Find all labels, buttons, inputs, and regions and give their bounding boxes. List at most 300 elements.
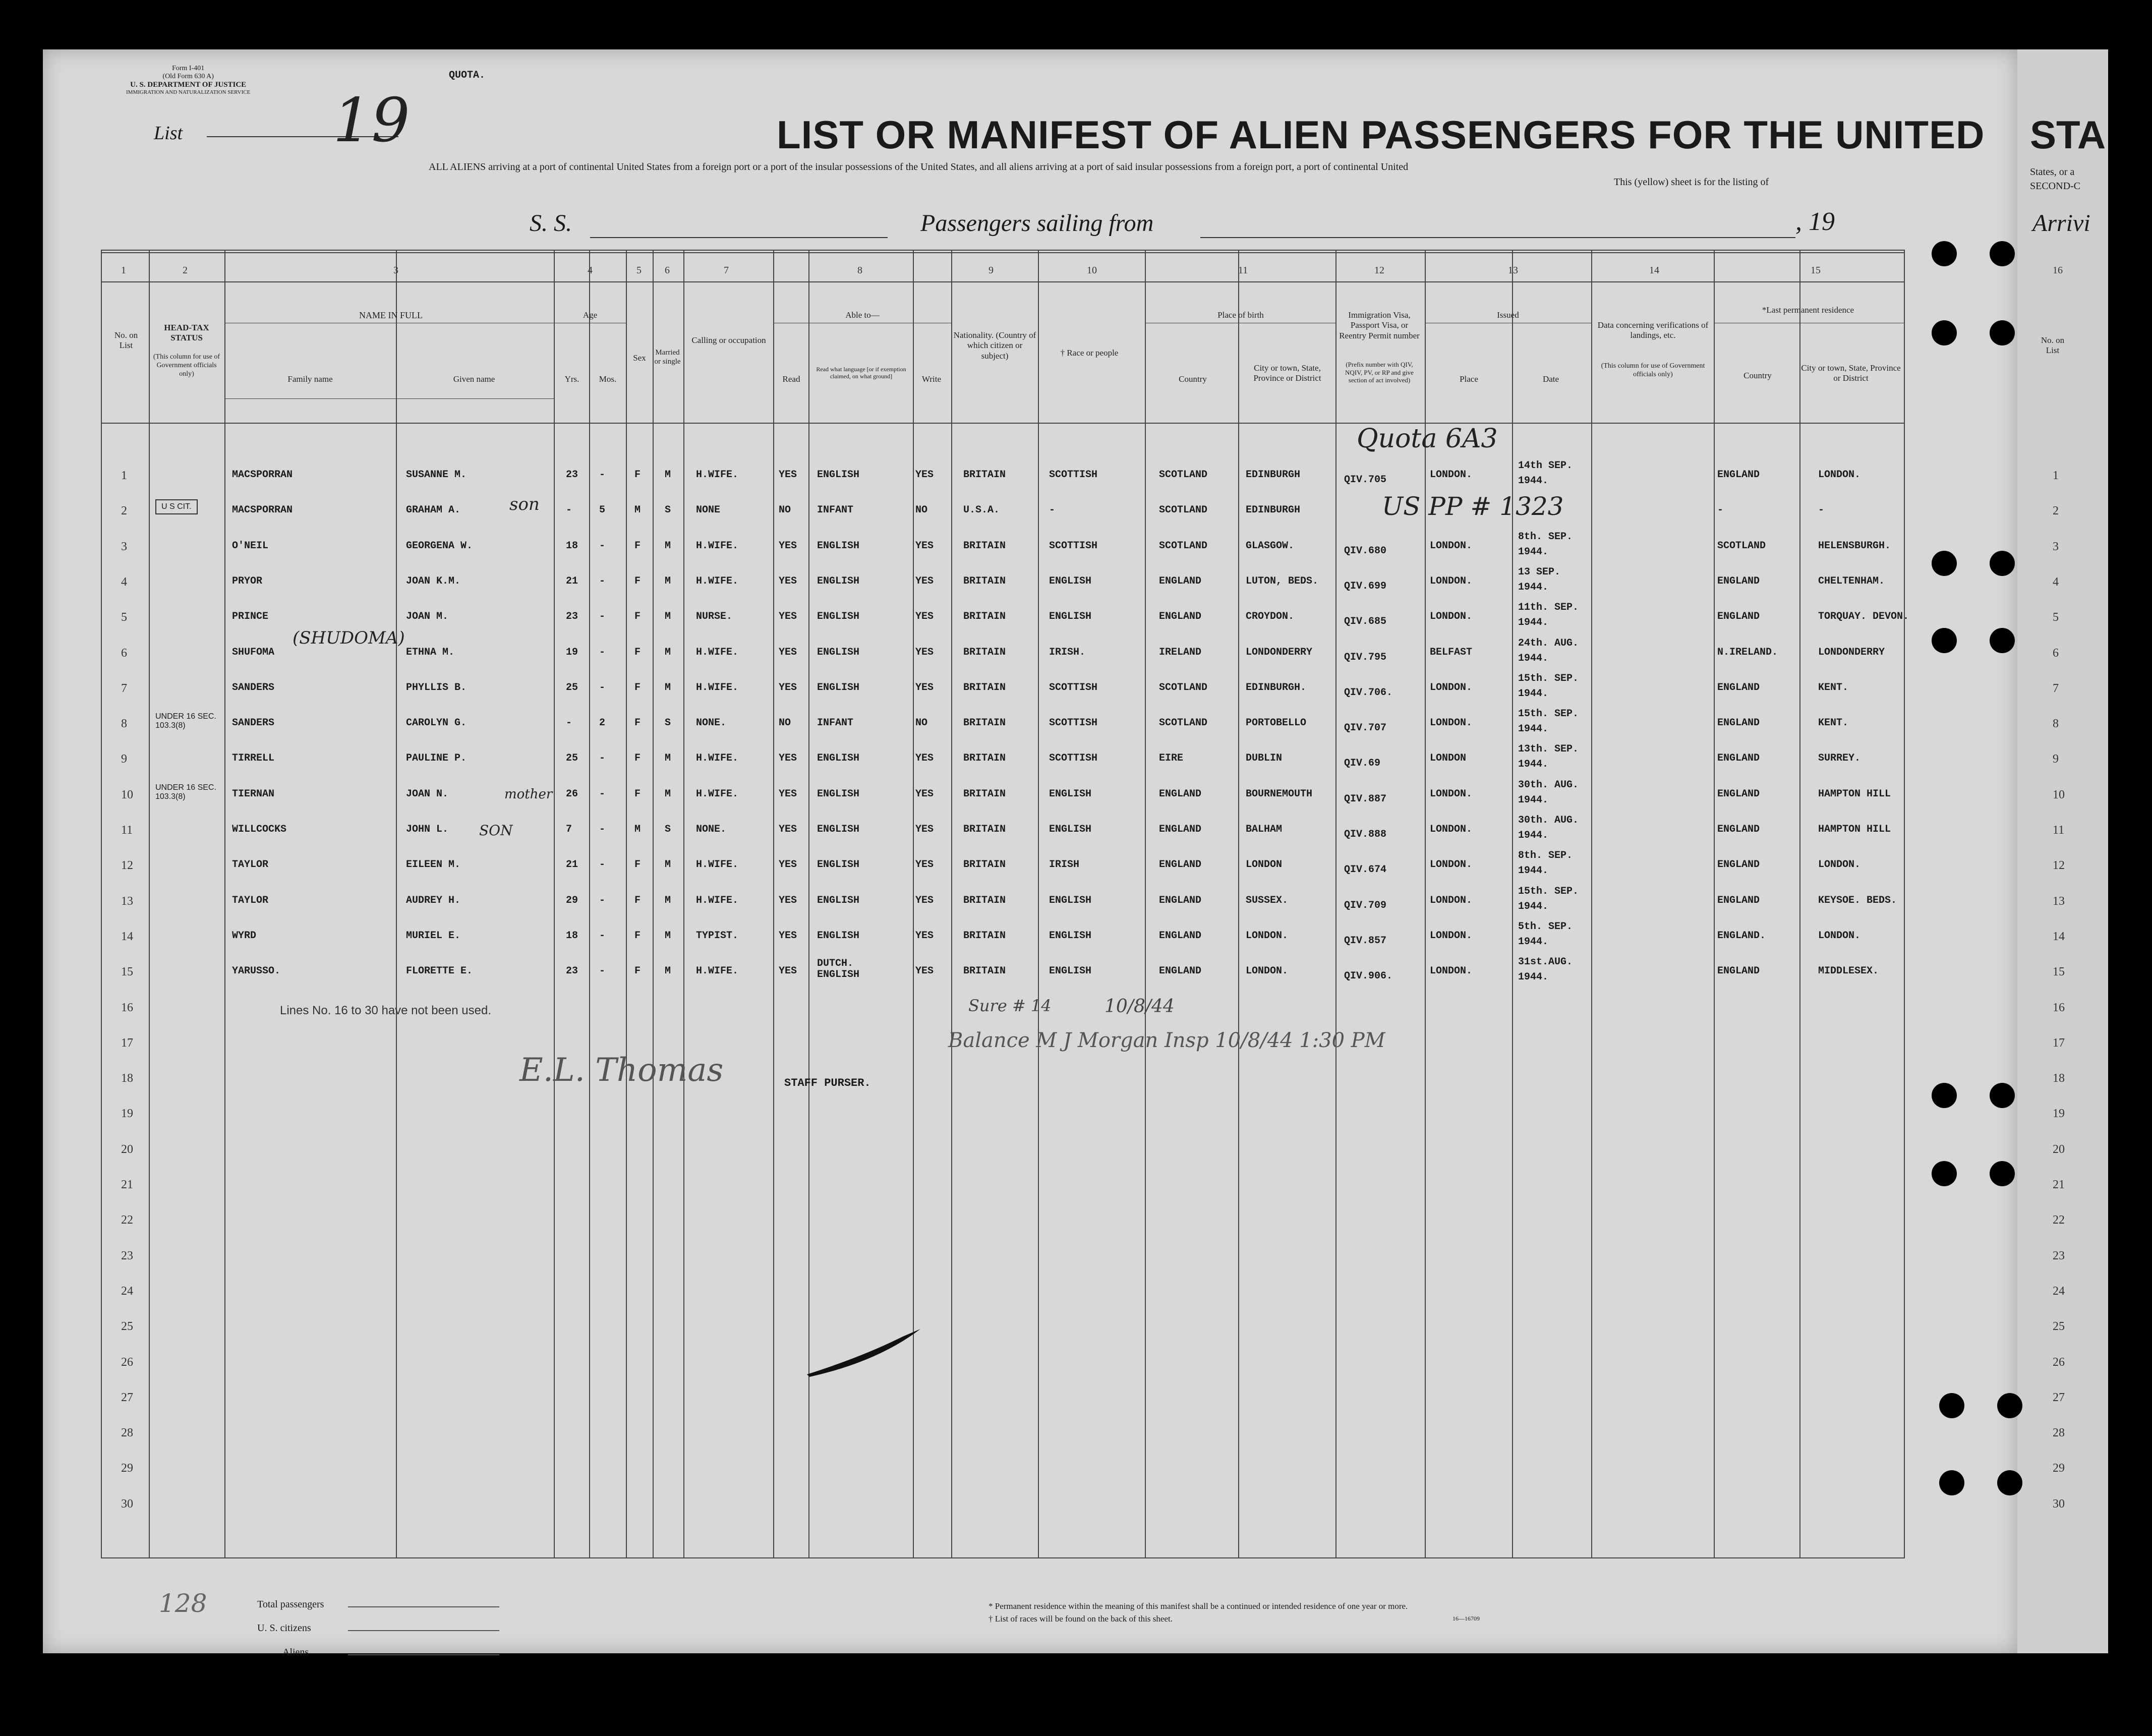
column-number: 16: [2053, 265, 2063, 276]
ss-line: [590, 237, 888, 238]
cell-rcountry: -: [1717, 504, 1724, 516]
cell-iplace: LONDON.: [1430, 788, 1473, 800]
cell-bcountry: EIRE: [1159, 753, 1184, 765]
cell-idate2: 1944.: [1518, 581, 1549, 593]
cell-rcity: HELENSBURGH.: [1818, 540, 1891, 552]
row-number-right: 30: [2053, 1497, 2065, 1511]
row-rule: [101, 252, 1904, 253]
cell-given: JOAN K.M.: [406, 575, 461, 587]
row-number-right: 27: [2053, 1391, 2065, 1404]
cell-nat: BRITAIN: [963, 646, 1006, 658]
punch-hole: [1990, 1083, 2015, 1108]
row-number: 18: [121, 1072, 133, 1085]
row-number-right: 15: [2053, 965, 2065, 979]
cell-iplace: LONDON.: [1430, 965, 1473, 977]
cell-visa: QIV.709: [1344, 899, 1387, 911]
cell-yrs: 23: [566, 965, 578, 977]
cell-rcity: LONDON.: [1818, 859, 1861, 871]
cell-iplace: LONDON.: [1430, 575, 1473, 587]
row-number-right: 19: [2053, 1107, 2065, 1121]
cell-mos: -: [599, 611, 606, 623]
cell-bcountry: ENGLAND: [1159, 965, 1202, 977]
cell-bcountry: SCOTLAND: [1159, 681, 1208, 693]
column-rule: [1238, 250, 1239, 1558]
column-rule: [589, 250, 590, 1558]
cell-rcity: TORQUAY. DEVON.: [1818, 611, 1909, 623]
cell-nat: BRITAIN: [963, 824, 1006, 835]
cell-given: JOAN N.: [406, 788, 449, 800]
cell-idate: 11th. SEP.: [1518, 602, 1579, 614]
cell-race: ENGLISH: [1049, 611, 1092, 623]
cell-idate: 24th. AUG.: [1518, 637, 1579, 649]
cell-calling: H.WIFE.: [696, 859, 739, 871]
column-number: 13: [1508, 265, 1518, 276]
right-subtitle-1: States, or a: [2030, 166, 2075, 178]
year-label: , 19: [1795, 207, 1835, 236]
cell-idate2: 1944.: [1518, 723, 1549, 735]
cell-iplace: LONDON.: [1430, 681, 1473, 693]
cell-family: O'NEIL: [232, 540, 269, 552]
cell-write: YES: [915, 681, 934, 693]
row-number-right: 26: [2053, 1355, 2065, 1369]
punch-hole: [1932, 241, 1957, 266]
cell-family: TIERNAN: [232, 788, 275, 800]
cell-rcountry: ENGLAND: [1717, 894, 1760, 906]
cell-iplace: LONDON.: [1430, 540, 1473, 552]
cell-read: YES: [779, 824, 797, 835]
col-age: Age: [583, 310, 598, 320]
cell-bcity: EDINBURGH.: [1246, 681, 1307, 693]
cell-bcity: LONDON.: [1246, 965, 1289, 977]
cell-idate: 15th. SEP.: [1518, 672, 1579, 684]
cell-given: ETHNA M.: [406, 646, 455, 658]
cell-visa: QIV.888: [1344, 829, 1387, 840]
cell-iplace: BELFAST: [1430, 646, 1473, 658]
cell-write: YES: [915, 611, 934, 623]
row-number-right: 3: [2053, 540, 2059, 553]
column-rule: [149, 250, 150, 1558]
cell-iplace: LONDON: [1430, 753, 1467, 765]
col-head-tax-note: (This column for use of Government officials only): [153, 353, 220, 378]
cell-rcountry: N.IRELAND.: [1717, 646, 1778, 658]
cell-ms: M: [665, 753, 671, 765]
row-number: 27: [121, 1391, 133, 1404]
cell-mos: -: [599, 753, 606, 765]
cell-nat: BRITAIN: [963, 611, 1006, 623]
cell-yrs: 25: [566, 753, 578, 765]
col-last-residence: *Last permanent residence: [1762, 305, 1854, 315]
cell-idate: 15th. SEP.: [1518, 708, 1579, 720]
cell-yrs: 7: [566, 824, 572, 835]
row-number-right: 16: [2053, 1001, 2065, 1014]
footnote-residence: * Permanent residence within the meaning of this manifest shall be a continued or intended residence of one year or more.: [988, 1601, 1408, 1611]
cell-idate: 14th SEP.: [1518, 460, 1573, 472]
cell-lang: ENGLISH: [817, 575, 860, 587]
cell-idate2: 1944.: [1518, 900, 1549, 912]
cell-race: SCOTTISH: [1049, 469, 1098, 481]
cell-iplace: LONDON.: [1430, 859, 1473, 871]
subtitle: ALL ALIENS arriving at a port of continental United States from a foreign port or a port of the insular possessions of the United States, and all aliens arriving at a port of said insular possessions from a foreign port, a port of continental United: [429, 161, 1409, 172]
cell-calling: H.WIFE.: [696, 753, 739, 765]
col-data-concerning: Data concerning verifications of landings, etc.: [1597, 320, 1709, 340]
row-number: 12: [121, 859, 133, 873]
cell-visa: QIV.887: [1344, 793, 1387, 805]
cell-nat: BRITAIN: [963, 575, 1006, 587]
cell-family: MACSPORRAN: [232, 469, 293, 481]
page-title: LIST OR MANIFEST OF ALIEN PASSENGERS FOR THE UNITED: [777, 112, 1985, 157]
cell-calling: H.WIFE.: [696, 965, 739, 977]
cell-lang: ENGLISH: [817, 469, 860, 481]
column-number: 7: [724, 265, 729, 276]
adjacent-page: [2017, 49, 2108, 1653]
cell-read: NO: [779, 504, 791, 516]
column-rule: [396, 250, 397, 1558]
cell-bcity: GLASGOW.: [1246, 540, 1295, 552]
us-citizens-label: U. S. citizens: [257, 1623, 311, 1634]
cell-bcountry: ENGLAND: [1159, 930, 1202, 942]
row-number: 10: [121, 788, 133, 801]
col-issued-place: Place: [1460, 374, 1478, 384]
cell-rcountry: ENGLAND: [1717, 575, 1760, 587]
cell-idate: 13 SEP.: [1518, 566, 1561, 578]
cell-read: YES: [779, 575, 797, 587]
col-write: Write: [921, 374, 942, 384]
cell-family: MACSPORRAN: [232, 504, 293, 516]
cell-write: YES: [915, 965, 934, 977]
cell-ms: M: [665, 646, 671, 658]
column-rule: [1145, 250, 1146, 1558]
row-number-right: 4: [2053, 575, 2059, 589]
old-form: (Old Form 630 A): [162, 73, 214, 81]
cell-idate2: 1944.: [1518, 546, 1549, 558]
cell-ms: M: [665, 894, 671, 906]
cell-given: FLORETTE E.: [406, 965, 473, 977]
cell-idate: 30th. AUG.: [1518, 815, 1579, 826]
cell-bcity: LUTON, BEDS.: [1246, 575, 1319, 587]
cell-mos: -: [599, 540, 606, 552]
column-rule: [1335, 250, 1336, 1558]
cell-race: SCOTTISH: [1049, 681, 1098, 693]
cell-rcountry: ENGLAND: [1717, 469, 1760, 481]
col-birth-country: Country: [1179, 374, 1207, 384]
row-rule: [101, 281, 1904, 282]
row-number-right: 24: [2053, 1284, 2065, 1298]
cell-lang: ENGLISH: [817, 681, 860, 693]
cell-family: TAYLOR: [232, 859, 269, 871]
cell-rcity: KENT.: [1818, 681, 1849, 693]
row-number: 2: [121, 504, 127, 518]
cell-calling: NONE.: [696, 824, 727, 835]
cell-rcountry: ENGLAND.: [1717, 930, 1766, 942]
row-number-right: 2: [2053, 504, 2059, 518]
cell-bcity: SUSSEX.: [1246, 894, 1289, 906]
cell-calling: H.WIFE.: [696, 575, 739, 587]
col-read: Read: [782, 374, 800, 384]
cell-calling: H.WIFE.: [696, 681, 739, 693]
cell-bcountry: ENGLAND: [1159, 894, 1202, 906]
arriving-label: Arrivi: [2032, 210, 2090, 237]
col-res-city: City or town, State, Province or District: [1801, 363, 1901, 383]
row-number-right: 28: [2053, 1426, 2065, 1440]
row-number-right: 9: [2053, 753, 2059, 766]
cell-calling: NONE: [696, 504, 721, 516]
cell-sex: F: [634, 469, 641, 481]
cell-read: YES: [779, 540, 797, 552]
column-number: 11: [1238, 265, 1248, 276]
cell-calling: H.WIFE.: [696, 540, 739, 552]
column-number: 12: [1374, 265, 1384, 276]
cell-ms: M: [665, 788, 671, 800]
hand-sure-note: Sure # 14: [968, 996, 1052, 1015]
citizens-line: [348, 1630, 499, 1631]
cell-race: ENGLISH: [1049, 965, 1092, 977]
cell-calling: H.WIFE.: [696, 646, 739, 658]
cell-rcity: MIDDLESEX.: [1818, 965, 1879, 977]
cell-family: WILLCOCKS: [232, 824, 287, 835]
cell-yrs: 21: [566, 859, 578, 871]
cell-write: YES: [915, 540, 934, 552]
cell-ms: M: [665, 540, 671, 552]
cell-given: PAULINE P.: [406, 753, 467, 765]
cell-race: ENGLISH: [1049, 824, 1092, 835]
cell-idate2: 1944.: [1518, 830, 1549, 841]
punch-hole: [1932, 1083, 1957, 1108]
row-number-right: 13: [2053, 894, 2065, 908]
cell-race: IRISH.: [1049, 646, 1086, 658]
row-number-right: 22: [2053, 1213, 2065, 1227]
cell-iplace: LONDON.: [1430, 611, 1473, 623]
cell-write: YES: [915, 575, 934, 587]
cell-sex: F: [634, 930, 641, 942]
cell-bcountry: SCOTLAND: [1159, 469, 1208, 481]
cell-given: MURIEL E.: [406, 930, 461, 942]
cell-lang: ENGLISH: [817, 646, 860, 658]
cell-yrs: 25: [566, 681, 578, 693]
cell-yrs: -: [566, 717, 572, 729]
cell-sex: F: [634, 894, 641, 906]
cell-race: ENGLISH: [1049, 930, 1092, 942]
cell-given: JOAN M.: [406, 611, 449, 623]
cell-read: YES: [779, 681, 797, 693]
cell-given: EILEEN M.: [406, 859, 461, 871]
cell-visa: QIV.707: [1344, 722, 1387, 734]
cell-calling: NONE.: [696, 717, 727, 729]
cell-given: GEORGENA W.: [406, 540, 473, 552]
cell-sex: M: [634, 504, 641, 516]
cell-visa: QIV.674: [1344, 864, 1387, 876]
cell-given: PHYLLIS B.: [406, 681, 467, 693]
cell-visa: QIV.680: [1344, 545, 1387, 557]
cell-ms: M: [665, 611, 671, 623]
row-number: 26: [121, 1355, 133, 1369]
cell-ms: M: [665, 681, 671, 693]
cell-read: YES: [779, 930, 797, 942]
row-number: 15: [121, 965, 133, 979]
sailing-line: [1200, 237, 1795, 238]
cell-yrs: 19: [566, 646, 578, 658]
cell-sex: F: [634, 681, 641, 693]
cell-sex: F: [634, 611, 641, 623]
col-sex: Sex: [633, 353, 646, 363]
cell-calling: H.WIFE.: [696, 894, 739, 906]
cell-family: TIRRELL: [232, 753, 275, 765]
cell-sex: F: [634, 965, 641, 977]
column-rule: [1038, 250, 1039, 1558]
cell-iplace: LONDON.: [1430, 930, 1473, 942]
cell-bcity: LONDONDERRY: [1246, 646, 1313, 658]
ink-stroke: [802, 1326, 928, 1382]
cell-ms: M: [665, 575, 671, 587]
row-number-right: 12: [2053, 859, 2065, 873]
row-number-right: 25: [2053, 1320, 2065, 1334]
row-number: 24: [121, 1284, 133, 1298]
col-calling: Calling or occupation: [691, 335, 766, 345]
row-number-right: 23: [2053, 1249, 2065, 1262]
cell-yrs: -: [566, 504, 572, 516]
cell-family: TAYLOR: [232, 894, 269, 906]
column-rule: [224, 250, 225, 1558]
row-number-right: 17: [2053, 1036, 2065, 1050]
row-number: 20: [121, 1142, 133, 1156]
column-rule: [1714, 250, 1715, 1558]
cell-sex: F: [634, 753, 641, 765]
row-number-right: 6: [2053, 646, 2059, 660]
row-number: 7: [121, 681, 127, 695]
aliens-label: Aliens: [282, 1647, 309, 1658]
cell-yrs: 18: [566, 540, 578, 552]
cell-nat: BRITAIN: [963, 540, 1006, 552]
cell-idate2: 1944.: [1518, 475, 1549, 487]
column-number: 15: [1811, 265, 1821, 276]
cell-sex: M: [634, 824, 641, 835]
cell-ms: S: [665, 824, 671, 835]
column-number: 14: [1649, 265, 1659, 276]
cell-nat: BRITAIN: [963, 681, 1006, 693]
cell-bcountry: IRELAND: [1159, 646, 1202, 658]
hand-mother-note: mother: [504, 787, 553, 802]
cell-lang: ENGLISH: [817, 824, 860, 835]
form-number: Form I-401: [172, 65, 205, 72]
column-rule: [951, 250, 952, 1558]
row-number: 25: [121, 1320, 133, 1334]
cell-rcity: LONDON.: [1818, 930, 1861, 942]
punch-hole: [1990, 320, 2015, 345]
punch-hole: [1990, 1161, 2015, 1186]
cell-family: SANDERS: [232, 717, 275, 729]
column-number: 6: [665, 265, 670, 276]
cell-nat: BRITAIN: [963, 965, 1006, 977]
cell-visa: QIV.706.: [1344, 686, 1393, 699]
cell-mos: -: [599, 930, 606, 942]
hand-us-pp-note: US PP # 1323: [1382, 492, 1564, 521]
cell-lang: ENGLISH: [817, 611, 860, 623]
column-number: 9: [988, 265, 994, 276]
row-number: 11: [121, 824, 133, 837]
cell-idate2: 1944.: [1518, 971, 1549, 983]
col-visa-note: (Prefix number with QIV, NQIV, PV, or RP and give section of act involved): [1345, 361, 1414, 384]
sub-rule: [224, 398, 554, 399]
ss-label: S. S.: [530, 210, 572, 237]
cell-visa: QIV.705: [1344, 474, 1387, 486]
row-number: 22: [121, 1213, 133, 1227]
cell-race: SCOTTISH: [1049, 540, 1098, 552]
column-rule: [1799, 250, 1800, 1558]
cell-rcity: HAMPTON HILL: [1818, 788, 1891, 800]
column-rule: [101, 250, 102, 1558]
cell-yrs: 26: [566, 788, 578, 800]
cell-nat: U.S.A.: [963, 504, 1000, 516]
cell-family: YARUSSO.: [232, 965, 281, 977]
punch-hole: [1990, 628, 2015, 653]
cell-ms: S: [665, 717, 671, 729]
cell-idate2: 1944.: [1518, 759, 1549, 771]
cell-bcity: LONDON.: [1246, 930, 1289, 942]
cell-rcountry: ENGLAND: [1717, 824, 1760, 835]
punch-hole: [1932, 628, 1957, 653]
col-head-tax: HEAD-TAX STATUS: [164, 323, 209, 343]
col-race: † Race or people: [1060, 348, 1119, 358]
cell-mos: -: [599, 788, 606, 800]
cell-mos: -: [599, 894, 606, 906]
cell-bcity: EDINBURGH: [1246, 469, 1301, 481]
cell-family: PRINCE: [232, 611, 269, 623]
row-number: 8: [121, 717, 127, 731]
cell-bcountry: ENGLAND: [1159, 859, 1202, 871]
punch-hole: [1990, 551, 2015, 576]
row-rule: [101, 423, 1904, 424]
cell-race: ENGLISH: [1049, 575, 1092, 587]
cell-read: YES: [779, 788, 797, 800]
quota-label: QUOTA.: [449, 70, 486, 81]
row-number: 5: [121, 611, 127, 624]
cell-nat: BRITAIN: [963, 930, 1006, 942]
row-number: 23: [121, 1249, 133, 1262]
cell-mos: -: [599, 681, 606, 693]
cell-read: YES: [779, 646, 797, 658]
cell-race: IRISH: [1049, 859, 1080, 871]
cell-race: SCOTTISH: [1049, 717, 1098, 729]
cell-bcountry: ENGLAND: [1159, 575, 1202, 587]
row-number-right: 20: [2053, 1142, 2065, 1156]
row-number: 29: [121, 1462, 133, 1475]
cell-nat: BRITAIN: [963, 717, 1006, 729]
cell-rcity: LONDON.: [1818, 469, 1861, 481]
cell-idate: 8th. SEP.: [1518, 531, 1573, 543]
col-data-note: (This column for use of Government officials only): [1601, 362, 1705, 378]
cell-write: YES: [915, 646, 934, 658]
cell-bcity: EDINBURGH: [1246, 504, 1301, 516]
hand-date-note: 10/8/44: [1104, 996, 1175, 1017]
row-number: 6: [121, 646, 127, 660]
list-label: List: [154, 123, 183, 144]
cell-rcountry: ENGLAND: [1717, 965, 1760, 977]
cell-idate2: 1944.: [1518, 936, 1549, 948]
col-no-on-list: No. on List: [114, 330, 138, 351]
cell-lang: INFANT: [817, 717, 854, 729]
cell-read: YES: [779, 611, 797, 623]
punch-hole: [1990, 241, 2015, 266]
row-number-right: 5: [2053, 611, 2059, 624]
cell-write: YES: [915, 894, 934, 906]
hand-balance-note: Balance M J Morgan Insp 10/8/44 1:30 PM: [948, 1029, 1385, 1052]
column-rule: [1904, 250, 1905, 1558]
unused-lines-note: Lines No. 16 to 30 have not been used.: [280, 1004, 491, 1017]
cell-given: GRAHAM A.: [406, 504, 461, 516]
column-rule: [626, 250, 627, 1558]
cell-idate2: 1944.: [1518, 652, 1549, 664]
column-number: 3: [393, 265, 398, 276]
col-read-language: Read what language [or if exemption claimed, on what ground]: [816, 366, 906, 380]
